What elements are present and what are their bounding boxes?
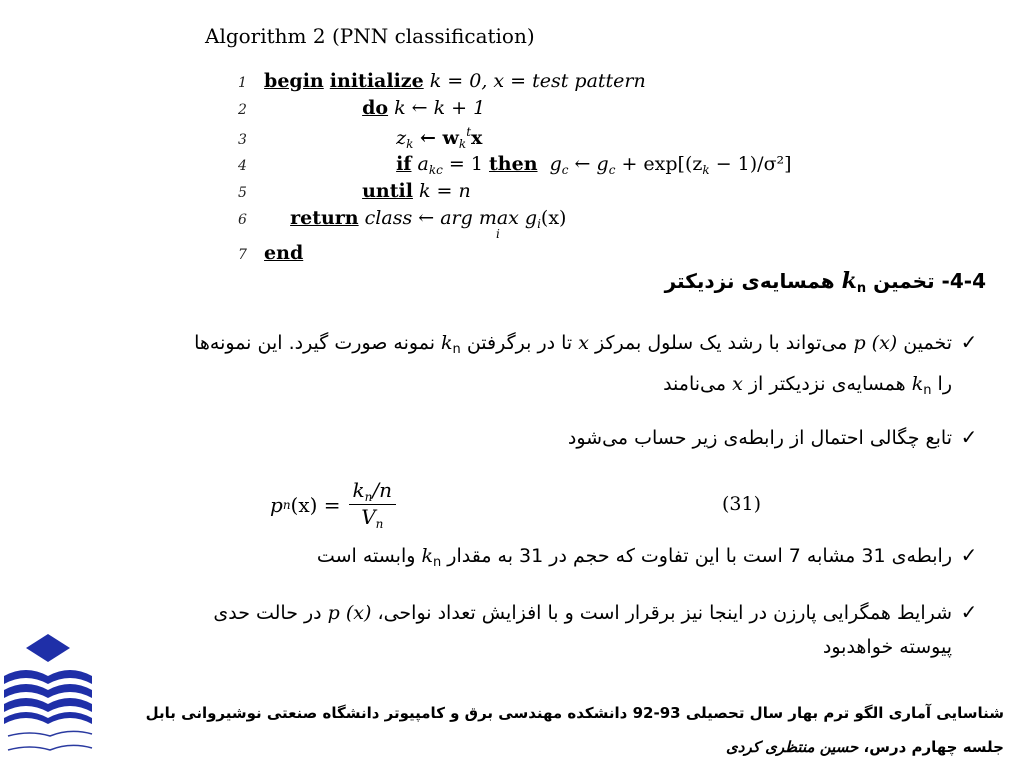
section-heading: 4-4- تخمین $k_n$ همسایه‌ی نزدیکتر (664, 268, 986, 296)
bullet-density-function: ✓تابع چگالی احتمال از رابطه‌ی زیر حساب می‌شود (36, 420, 986, 455)
algo-line-7: 7 end (238, 242, 304, 264)
algo-line-6: 6 return class ← arg $\max g_i(x)$ i (238, 207, 567, 241)
algorithm-title: Algorithm 2 (PNN classification) (205, 24, 535, 48)
algo-line-1: 1 begin initialize k = 0, x = test pattern (238, 70, 646, 92)
university-logo (0, 628, 100, 768)
checkmark-icon: ✓ (960, 600, 978, 624)
bullet-line: ✓شرایط همگرایی پارزن در اینجا نیز برقرار است و با افزایش تعداد نواحی، p (x) در حالت حدی (36, 595, 986, 630)
checkmark-icon: ✓ (960, 330, 978, 354)
algo-line-2: 2 do k ← k + 1 (238, 97, 486, 119)
formula-fraction: $\frac{k_n/n}{V_n}$ (349, 478, 396, 531)
footer-session-info: جلسه چهارم درس، حسین منتظری کردی (726, 738, 1004, 756)
formula-31: p n (x) = $\frac{k_n/n}{V_n}$ (270, 478, 396, 531)
algo-line-4: 4 if $a_{kc} = 1$ then $g_c$ ← $g_c + \exp[(z_k - 1)/\sigma^2]$ (238, 153, 792, 177)
algo-line-3: 3 $z_k$ ← $w_k^tx$ (238, 125, 483, 151)
footer-course-info: شناسایی آماری الگو ترم بهار سال تحصیلی 93-92 دانشکده مهندسی برق و کامپیوتر دانشگاه صنعتی نوشیروانی بابل (145, 704, 1004, 722)
bullet-line: را $k_n$ همسایه‌ی نزدیکتر از x می‌نامند (663, 373, 952, 398)
bullet-relation-31: ✓رابطه‌ی 31 مشابه 7 است با این تفاوت که حجم در 31 به مقدار $k_n$ وابسته است (36, 538, 986, 580)
checkmark-icon: ✓ (960, 543, 978, 567)
algo-line-5: 5 until k = n (238, 180, 471, 202)
equation-number: (31) (722, 493, 762, 515)
bullet-knn-estimate (36, 325, 986, 408)
book-logo-icon (0, 628, 100, 768)
bullet-line: ✓تخمین p (x) می‌تواند با رشد یک سلول بمرکز x تا در برگرفتن $k_n$ نمونه صورت گیرد. این نمونه‌ها (36, 325, 986, 367)
bullet-line: پیوسته خواهدبود (822, 636, 952, 658)
bullet-parzen-conditions (36, 595, 986, 664)
checkmark-icon: ✓ (960, 425, 978, 449)
